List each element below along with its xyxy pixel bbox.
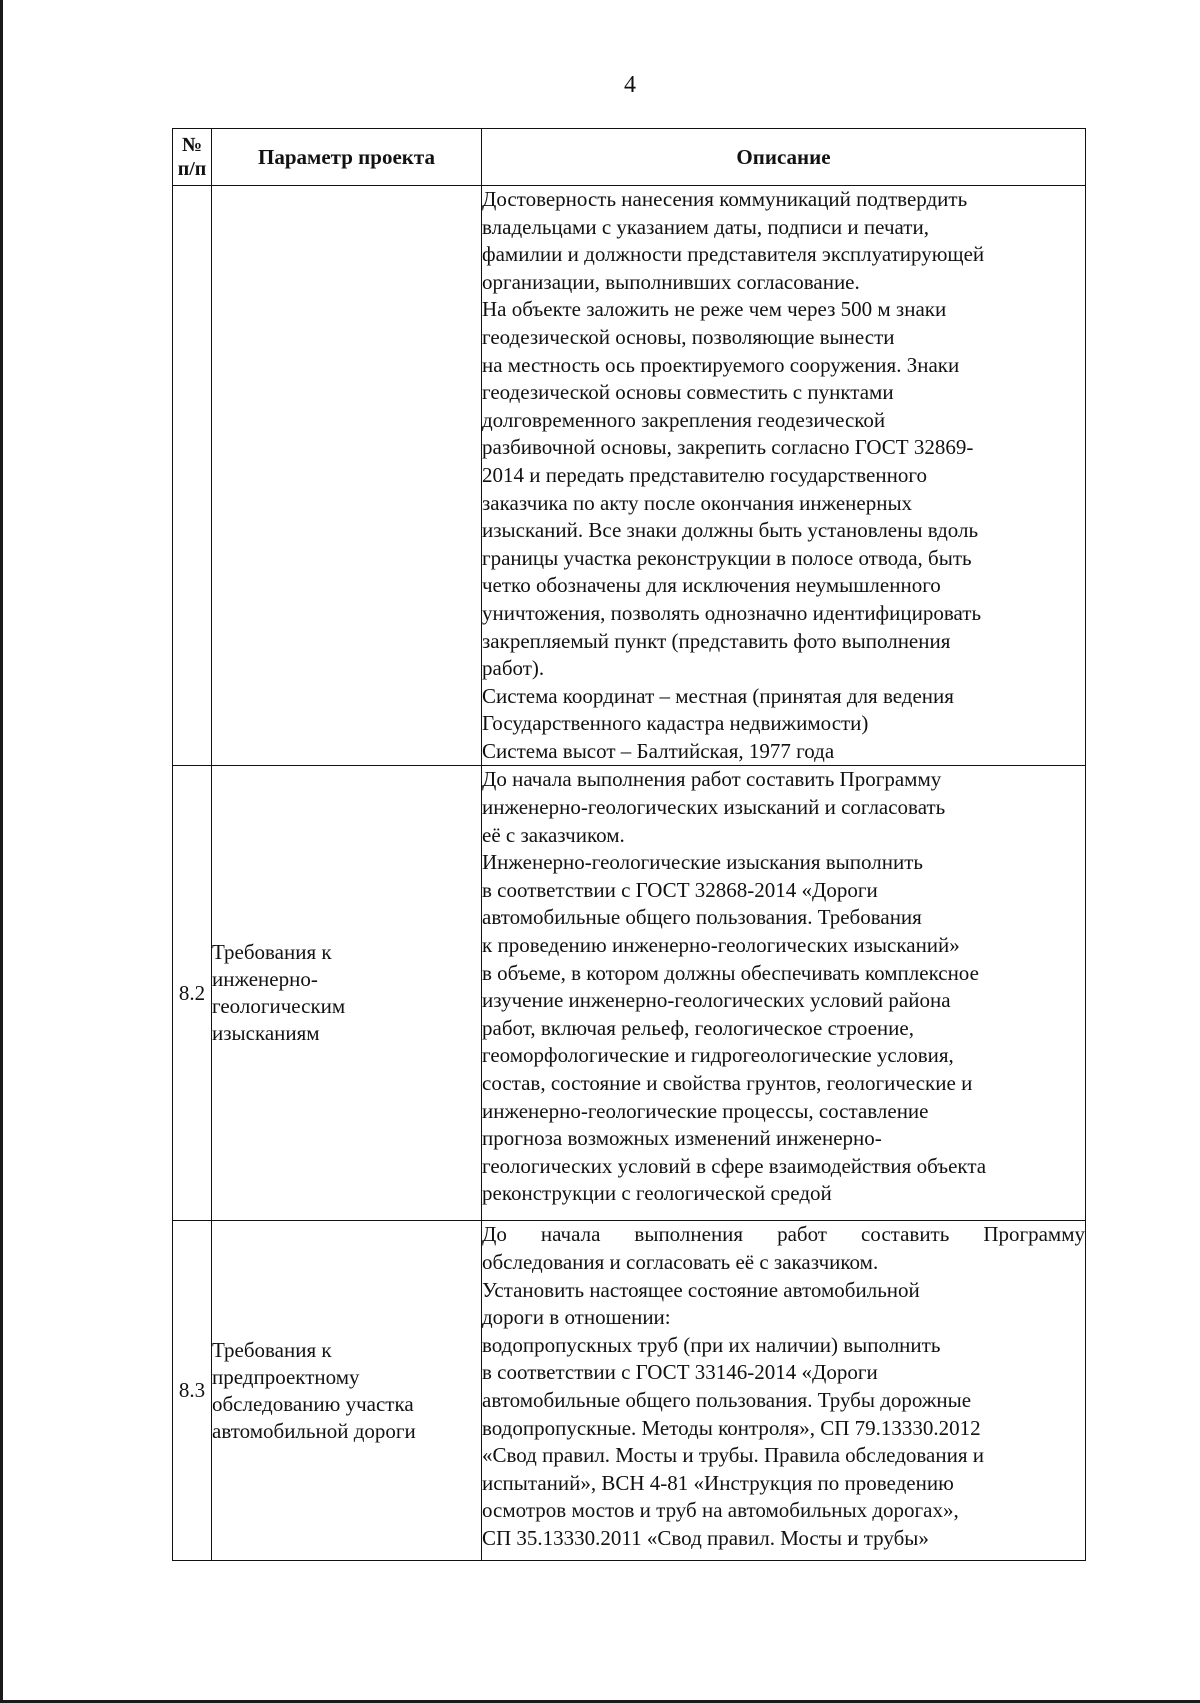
description-line: уничтожения, позволять однозначно идентифицировать (482, 600, 982, 625)
description-line: на местность ось проектируемого сооружения. Знаки (482, 352, 960, 377)
description-line: 2014 и передать представителю государственного (482, 462, 927, 487)
description-line: заказчика по акту после окончания инженерных (482, 490, 913, 515)
description-line: владельцами с указанием даты, подписи и печати, (482, 214, 929, 239)
parameter-line: инженерно- (212, 967, 318, 992)
description-line: прогноза возможных изменений инженерно- (482, 1126, 882, 1151)
description-line: разбивочной основы, закрепить согласно ГОСТ 32869- (482, 435, 974, 460)
parameter-line: Требования к (212, 940, 332, 965)
row-parameter-cell (212, 766, 482, 1221)
description-line: На объекте заложить не реже чем через 500 м знаки (482, 297, 947, 322)
description-line: фамилии и должности представителя эксплуатирующей (482, 242, 985, 267)
description-line: Инженерно-геологические изыскания выполнить (482, 850, 923, 875)
description-line: работ, включая рельеф, геологическое строение, (482, 1015, 914, 1040)
table-row (173, 1221, 1086, 1561)
description-line: обследования и согласовать её с заказчиком. (482, 1250, 879, 1275)
parameter-line: изысканиям (212, 1021, 320, 1046)
description-line: Государственного кадастра недвижимости) (482, 711, 869, 736)
description-line: к проведению инженерно-геологических изысканий» (482, 933, 960, 958)
parameter-line: предпроектному (212, 1364, 360, 1389)
description-line: работ). (482, 656, 545, 681)
description-line: Достоверность нанесения коммуникаций подтвердить (482, 187, 968, 211)
table-row (173, 766, 1086, 1221)
description-line: До начала выполнения работ составить Программу (482, 1222, 1085, 1247)
row-number-cell: 8.3 (173, 1221, 212, 1561)
description-line: изысканий. Все знаки должны быть установлены вдоль (482, 518, 979, 543)
description-line: Установить настоящее состояние автомобильной (482, 1277, 920, 1302)
description-line: автомобильные общего пользования. Трубы дорожные (482, 1388, 972, 1413)
description-line: дороги в отношении: (482, 1305, 671, 1330)
description-line: границы участка реконструкции в полосе отвода, быть (482, 545, 972, 570)
description-line: инженерно-геологических изысканий и согласовать (482, 795, 946, 820)
description-line: До начала выполнения работ составить Программу (482, 767, 942, 792)
description-line: геологических условий в сфере взаимодействия объекта (482, 1153, 987, 1178)
description-line: геодезической основы совместить с пунктами (482, 380, 894, 405)
description-line: водопропускных труб (при их наличии) выполнить (482, 1332, 941, 1357)
description-line: геоморфологические и гидрогеологические условия, (482, 1043, 954, 1068)
description-line: состав, состояние и свойства грунтов, геологические и (482, 1071, 973, 1095)
parameter-line: автомобильной дороги (212, 1418, 416, 1443)
header-number-line: п/п (177, 158, 207, 180)
project-parameters-table (172, 128, 1086, 1561)
description-line: четко обозначены для исключения неумышленного (482, 573, 941, 598)
parameter-line: Требования к (212, 1337, 332, 1362)
header-parameter: Параметр проекта (212, 129, 482, 186)
description-line: в объеме, в котором должны обеспечивать комплексное (482, 960, 979, 985)
description-line: Система координат – местная (принятая для ведения (482, 683, 954, 708)
description-line: закрепляемый пункт (представить фото выполнения (482, 628, 951, 653)
description-line: осмотров мостов и труб на автомобильных дорогах», (482, 1498, 959, 1523)
description-line: её с заказчиком. (482, 822, 625, 847)
row-parameter-cell (212, 186, 482, 766)
header-description: Описание (482, 129, 1086, 186)
description-line: геодезической основы, позволяющие вынести (482, 324, 895, 349)
description-line: изучение инженерно-геологических условий района (482, 988, 951, 1013)
page-number: 4 (624, 72, 636, 98)
row-description-cell (482, 186, 1086, 766)
scan-left-border (0, 0, 3, 1703)
table-row (173, 186, 1086, 766)
description-line: испытаний», ВСН 4-81 «Инструкция по проведению (482, 1470, 954, 1495)
description-line: организации, выполнивших согласование. (482, 269, 860, 294)
description-line: Система высот – Балтийская, 1977 года (482, 738, 835, 763)
row-description-cell (482, 766, 1086, 1221)
row-number-cell: 8.2 (173, 766, 212, 1221)
description-line: в соответствии с ГОСТ 33146-2014 «Дороги (482, 1360, 878, 1385)
description-line: в соответствии с ГОСТ 32868-2014 «Дороги (482, 877, 878, 902)
description-line: реконструкции с геологической средой (482, 1181, 832, 1206)
description-line: долговременного закрепления геодезической (482, 407, 886, 432)
parameter-line: обследованию участка (212, 1391, 414, 1416)
description-line: «Свод правил. Мосты и трубы. Правила обследования и (482, 1443, 984, 1468)
row-description-cell (482, 1221, 1086, 1561)
description-line: автомобильные общего пользования. Требования (482, 905, 922, 930)
description-line: СП 35.13330.2011 «Свод правил. Мосты и трубы» (482, 1526, 929, 1550)
table-header-row (173, 129, 1086, 186)
description-line: водопропускные. Методы контроля», СП 79.13330.2012 (482, 1415, 981, 1440)
description-line: инженерно-геологические процессы, составление (482, 1098, 929, 1123)
header-number-line: № (181, 134, 203, 156)
row-number-cell (173, 186, 212, 766)
header-number (173, 129, 212, 186)
parameter-line: геологическим (212, 994, 346, 1019)
row-parameter-cell (212, 1221, 482, 1561)
